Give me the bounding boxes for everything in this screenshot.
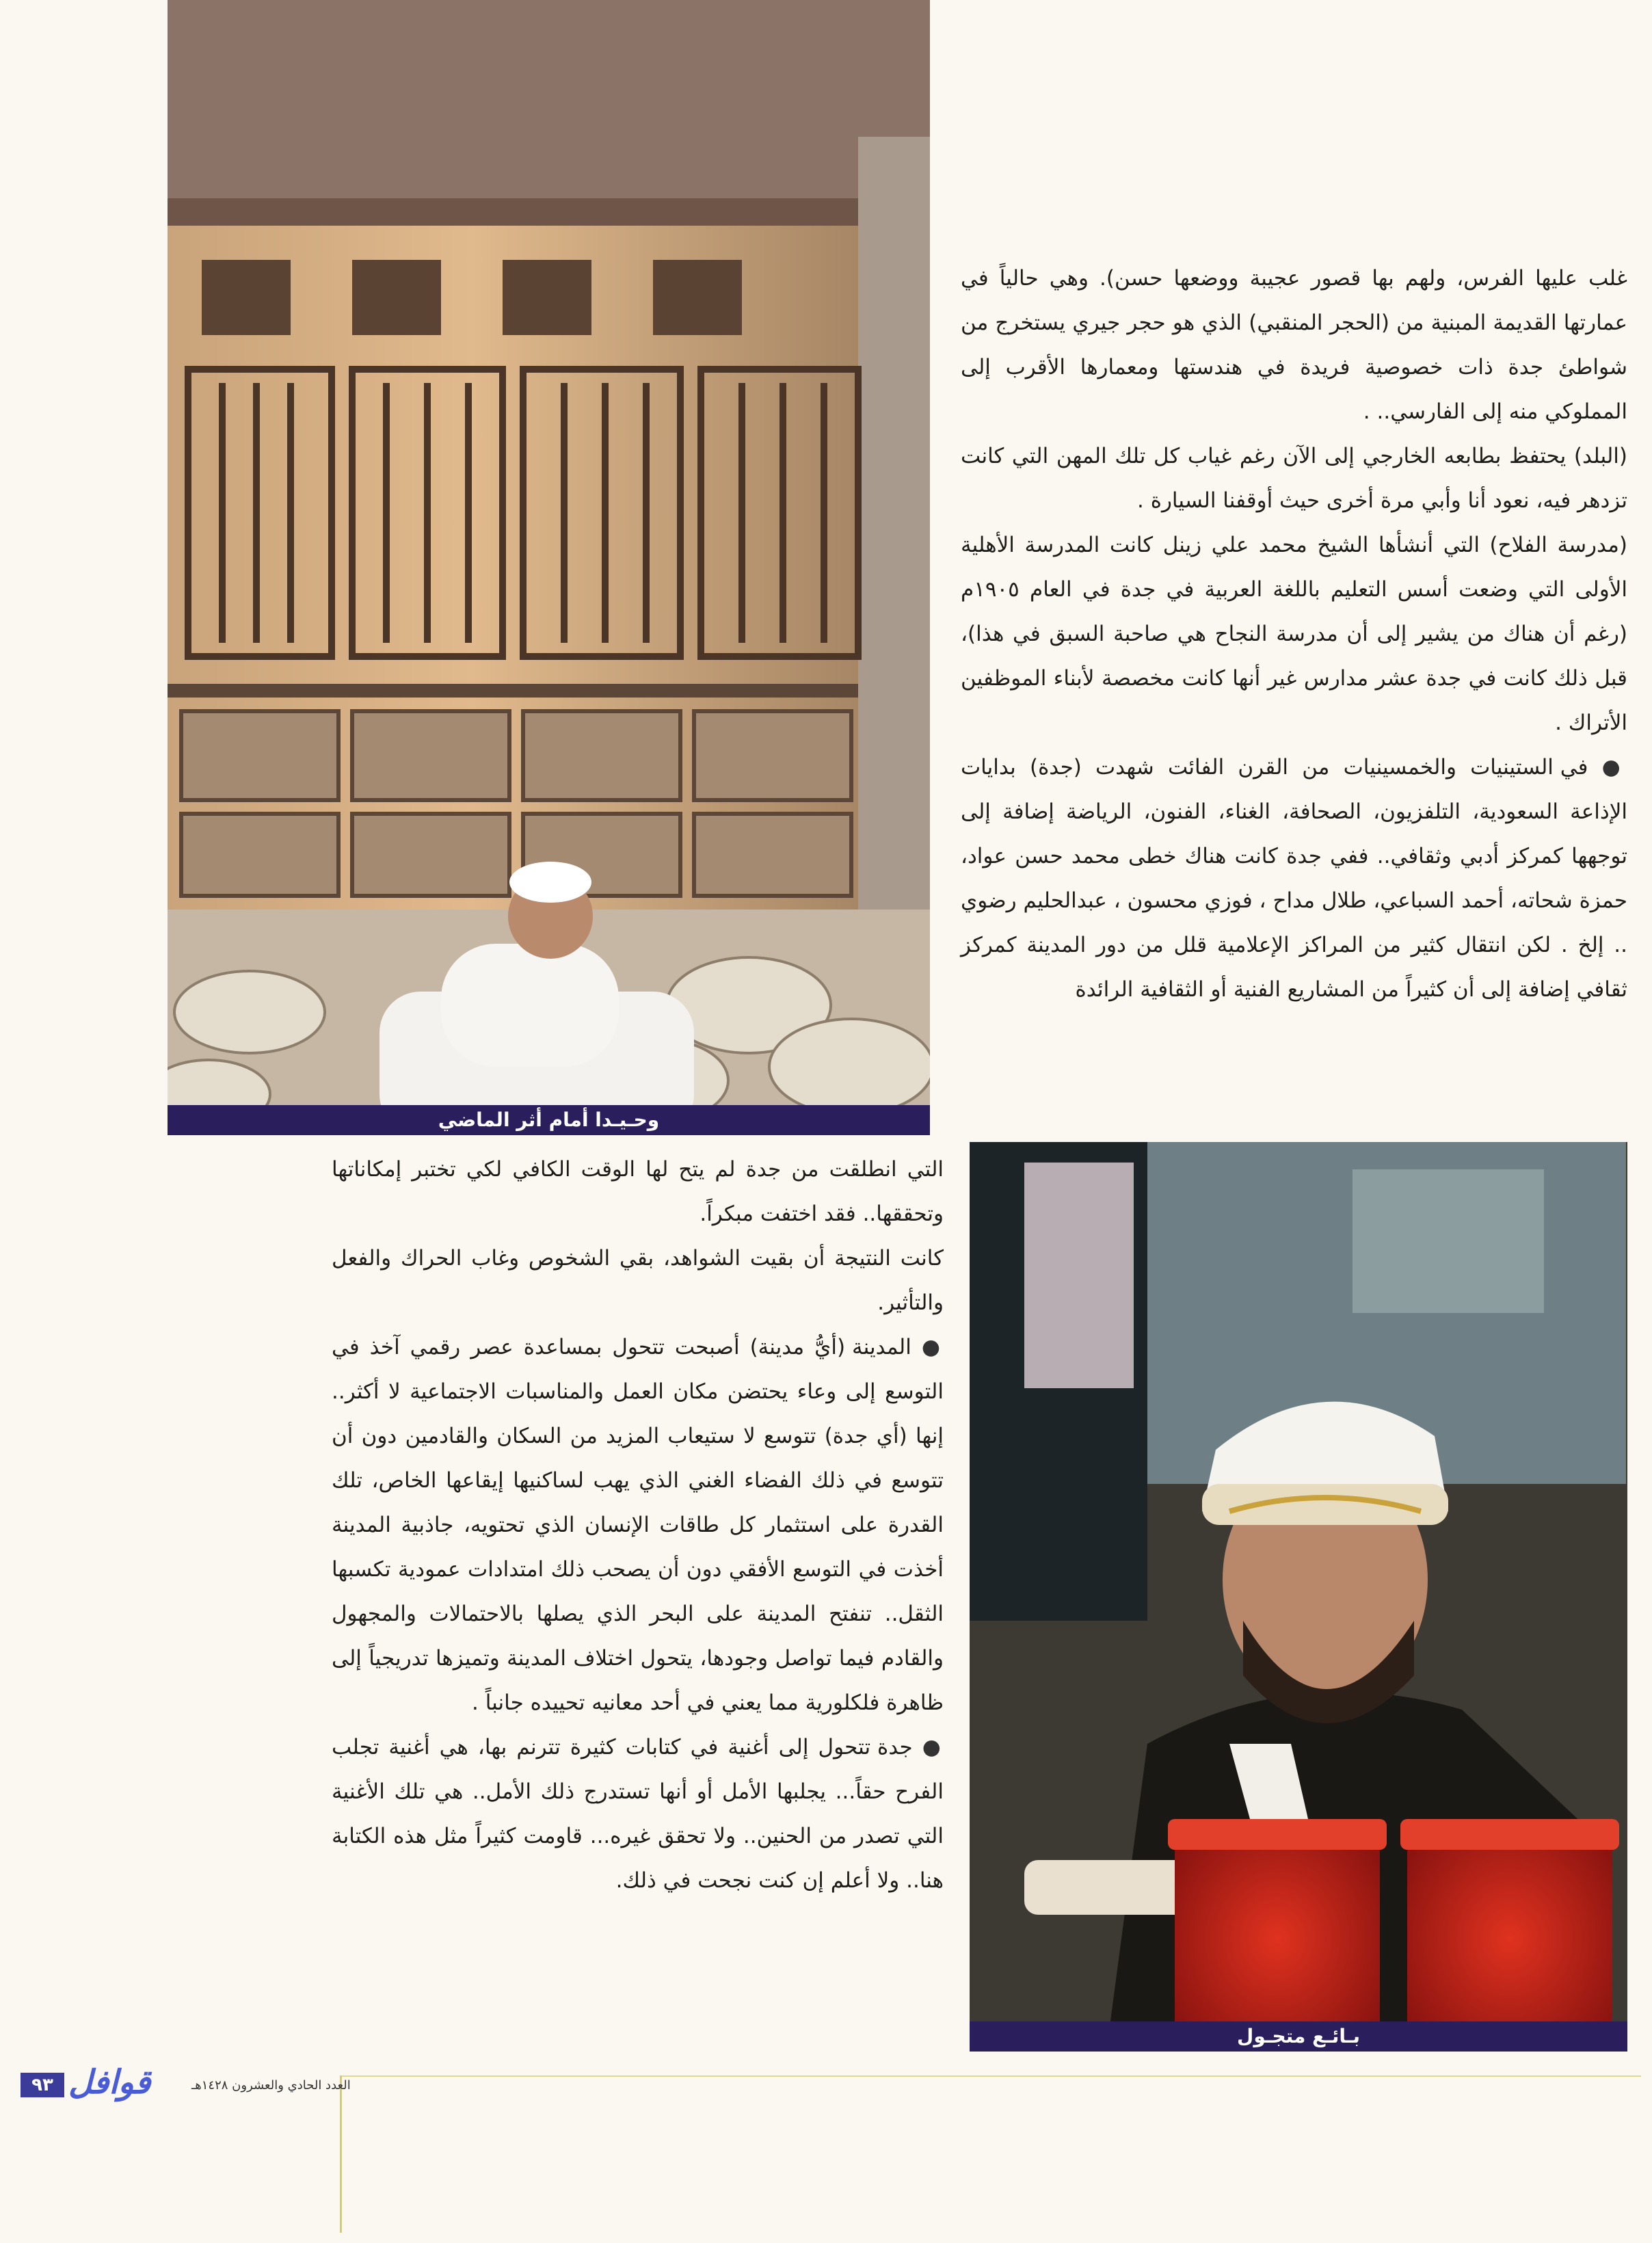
footer-rule (342, 2075, 1641, 2077)
photo-caption: بـائـع متجـول (970, 2021, 1627, 2052)
paragraph: كانت النتيجة أن بقيت الشواهد، بقي الشخوص وغاب الحراك والفعل والتأثير. (332, 1246, 944, 1315)
left-text-column (332, 1147, 944, 2064)
paragraph: غلب عليها الفرس، ولهم بها قصور عجيبة ووضعها حسن). وهي حالياً في عمارتها القديمة المبنية من (الحجر المنقبي) الذي هو حجر جيري يستخرج من شواطئ جدة ذات خصوصية فريدة في هندستها ومعمارها الأقرب إلى المملوكي منه إلى الفارسي.. . (961, 266, 1627, 424)
paragraph: ● في الستينيات والخمسينيات من القرن الفائت شهدت (جدة) بدايات الإذاعة السعودية، التلفزيون، الصحافة، الغناء، الفنون، الرياضة إضافة إلى توجهها كمركز أدبي وثقافي.. ففي جدة كانت هناك خطى محمد حسن عواد، حمزة شحاته، أحمد السباعي، طلال مداح ، فوزي محسون ، عبدالحليم رضوي .. إلخ . لكن انتقال كثير من المراكز الإعلامية قلل من دور المدينة كمركز ثقافي إضافة إلى أن كثيراً من المشاريع الفنية أو الثقافية الرائدة (961, 745, 1627, 1012)
magazine-logo: قوافل (68, 2063, 151, 2101)
street-vendor-photo (970, 1142, 1627, 2052)
right-text-column (961, 256, 1627, 1135)
paragraph: ● المدينة (أيُّ مدينة) أصبحت تتحول بمساعدة عصر رقمي آخذ في التوسع إلى وعاء يحتضن مكان العمل والمناسبات الاجتماعية لا أكثر.. إنها (أي جدة) تتوسع لا ستيعاب المزيد من السكان والقادمين دون أن تتوسع في ذلك الفضاء الغني الذي يهب لساكنيها إيقاعها الخاص، تلك القدرة على استثمار كل طاقات الإنسان الذي تحتويه، جاذبية المدينة أخذت في التوسع الأفقي دون أن يصحب ذلك امتدادات عمودية تكسبها الثقل.. تنفتح المدينة على البحر الذي يصلها بالاحتمالات والمجهول والقادم فيما تواصل وجودها، يتحول اختلاف المدينة وتميزها تدريجياً إلى ظاهرة فلكلورية مما يعني في أحد معانيه تحييده جانباً . (332, 1325, 944, 1725)
page-number: ٩٣ (21, 2073, 64, 2097)
old-house-photo (168, 0, 930, 1135)
issue-line: العدد الحادي والعشرون ١٤٢٨هـ (191, 2078, 351, 2093)
old-house-illustration (168, 0, 930, 1135)
folio (21, 2063, 351, 2103)
paragraph: ● جدة تتحول إلى أغنية في كتابات كثيرة تترنم بها، هي أغنية تجلب الفرح حقاً... يجلبها الأمل أو أنها تستدرج ذلك الأمل.. هي تلك الأغنية التي تصدر من الحنين.. ولا تحقق غيره... قاومت كثيراً مثل هذه الكتابة هنا.. ولا أعلم إن كنت نجحت في ذلك. (332, 1725, 944, 1903)
street-vendor-illustration (970, 1142, 1627, 2052)
paragraph: (مدرسة الفلاح) التي أنشأها الشيخ محمد علي زينل كانت المدرسة الأهلية الأولى التي وضعت أسس التعليم باللغة العربية في جدة في العام ١٩٠٥م (رغم أن هناك من يشير إلى أن مدرسة النجاح هي صاحبة السبق في هذا)، قبل ذلك كانت في جدة عشر مدارس غير أنها كانت مخصصة لأبناء الموظفين الأتراك . (961, 533, 1627, 735)
photo-caption: وحـيـدا أمام أثر الماضي (168, 1105, 930, 1135)
paragraph: (البلد) يحتفظ بطابعه الخارجي إلى الآن رغم غياب كل تلك المهن التي كانت تزدهر فيه، نعود أنا وأبي مرة أخرى حيث أوقفنا السيارة . (961, 444, 1627, 513)
paragraph: التي انطلقت من جدة لم يتح لها الوقت الكافي لكي تختبر إمكاناتها وتحققها.. فقد اختفت مبكراً. (332, 1157, 944, 1226)
